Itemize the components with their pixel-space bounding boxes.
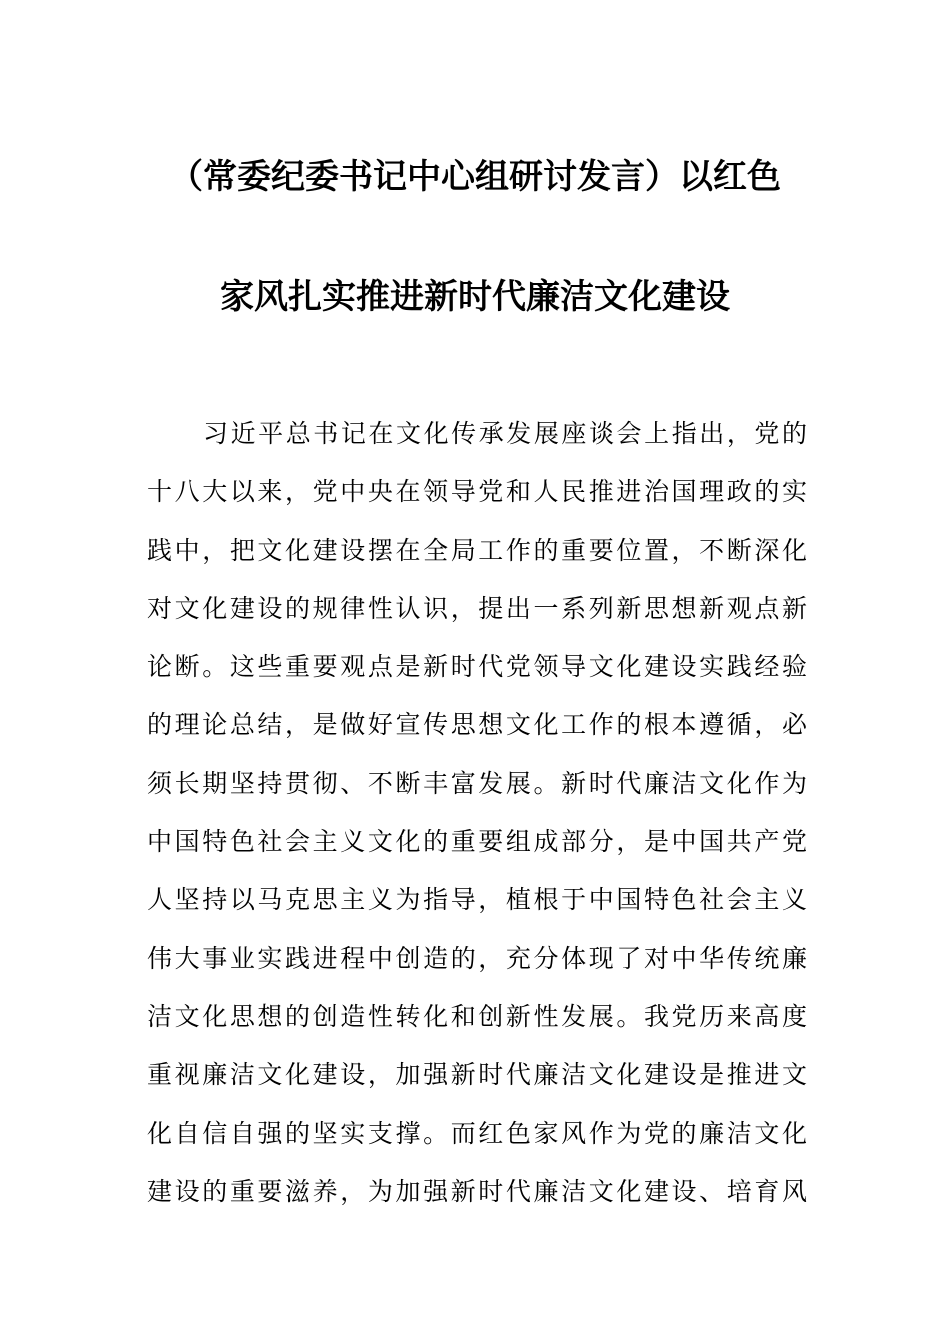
body-line-2: 十八大以来，党中央在领导党和人民推进治国理政的实: [147, 477, 807, 507]
document-title-line-1: （常委纪委书记中心组研讨发言）以红色: [169, 157, 781, 197]
body-line-4: 对文化建设的规律性认识，提出一系列新思想新观点新: [147, 593, 807, 623]
body-line-14: 建设的重要滋养，为加强新时代廉洁文化建设、培育风: [147, 1176, 807, 1206]
body-line-11: 洁文化思想的创造性转化和创新性发展。我党历来高度: [147, 1001, 807, 1031]
body-line-1: 习近平总书记在文化传承发展座谈会上指出，党的: [203, 419, 807, 448]
body-line-8: 中国特色社会主义文化的重要组成部分，是中国共产党: [147, 827, 807, 857]
document-title-line-2: 家风扎实推进新时代廉洁文化建设: [220, 277, 730, 317]
body-line-6: 的理论总结，是做好宣传思想文化工作的根本遵循，必: [147, 710, 807, 740]
body-line-9: 人坚持以马克思主义为指导，植根于中国特色社会主义: [147, 885, 807, 915]
body-line-7: 须长期坚持贯彻、不断丰富发展。新时代廉洁文化作为: [147, 768, 807, 798]
body-line-13: 化自信自强的坚实支撑。而红色家风作为党的廉洁文化: [147, 1118, 807, 1148]
body-line-3: 践中，把文化建设摆在全局工作的重要位置，不断深化: [147, 535, 807, 565]
body-line-10: 伟大事业实践进程中创造的，充分体现了对中华传统廉: [147, 943, 807, 973]
body-line-5: 论断。这些重要观点是新时代党领导文化建设实践经验: [147, 652, 807, 682]
body-paragraph: [147, 414, 807, 1230]
body-line-12: 重视廉洁文化建设，加强新时代廉洁文化建设是推进文: [147, 1060, 807, 1090]
